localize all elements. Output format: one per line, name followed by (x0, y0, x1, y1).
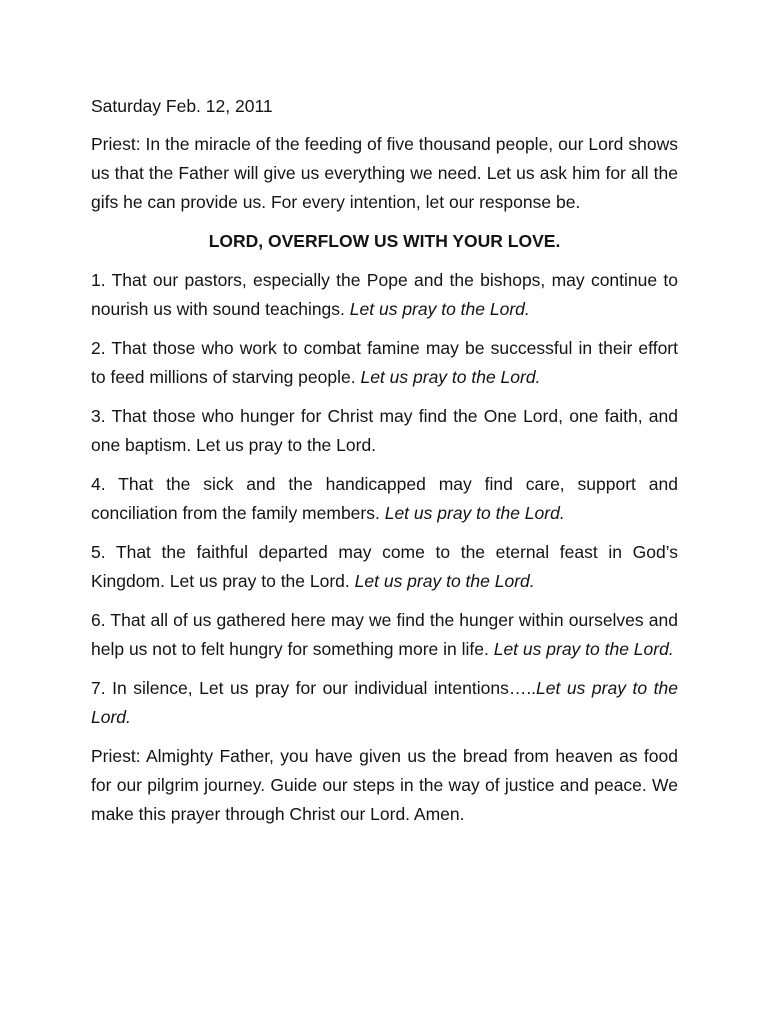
intention-response: Let us pray to the Lord. (360, 367, 541, 387)
intention-text: 5. That the faithful departed may come to the eternal feast in God’s Kingdom. Let us pray to the Lord. (91, 542, 678, 591)
intention-response: Let us pray to the Lord. (349, 299, 530, 319)
intention-text: 7. In silence, Let us pray for our individual intentions….. (91, 678, 537, 698)
intention-response: Let us pray to the Lord. (493, 639, 674, 659)
intention-4 (91, 470, 678, 528)
prayer-document (91, 92, 678, 839)
priest-introduction: Priest: In the miracle of the feeding of five thousand people, our Lord shows us that the Father will give us everything we need. Let us ask him for all the gifs he can provide us. For every intention, let our response be. (91, 134, 678, 212)
response-heading: LORD, OVERFLOW US WITH YOUR LOVE. (208, 231, 561, 251)
intention-response: Let us pray to the Lord. (354, 571, 535, 591)
intention-7 (91, 674, 678, 732)
intention-2 (91, 334, 678, 392)
document-date: Saturday Feb. 12, 2011 (91, 96, 273, 116)
intention-text: 6. That all of us gathered here may we find the hunger within ourselves and help us not to felt hungry for something more in life. (91, 610, 678, 659)
intention-3 (91, 402, 678, 460)
intention-1 (91, 266, 678, 324)
intention-text: 3. That those who hunger for Christ may find the One Lord, one faith, and one baptism. Let us pray to the Lord. (91, 406, 678, 455)
intention-response: Let us pray to the Lord. (91, 678, 678, 727)
intention-response: Let us pray to the Lord. (384, 503, 565, 523)
intention-6 (91, 606, 678, 664)
closing-prayer: Priest: Almighty Father, you have given us the bread from heaven as food for our pilgrim journey. Guide our steps in the way of justice and peace. We make this prayer through Christ our Lord. Amen. (91, 746, 678, 824)
intention-text: 2. That those who work to combat famine may be successful in their effort to feed millions of starving people. (91, 338, 678, 387)
intention-5 (91, 538, 678, 596)
intention-text: 1. That our pastors, especially the Pope and the bishops, may continue to nourish us with sound teachings. (91, 270, 678, 319)
intention-text: 4. That the sick and the handicapped may find care, support and conciliation from the family members. (91, 474, 678, 523)
